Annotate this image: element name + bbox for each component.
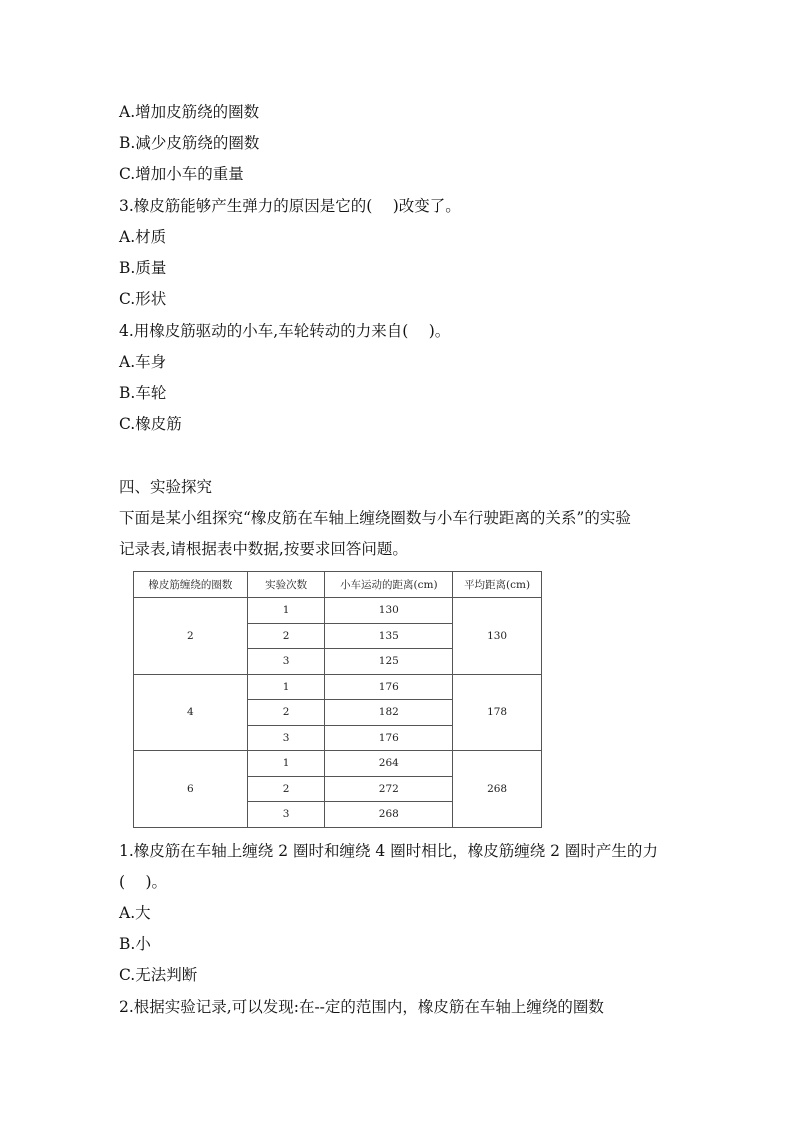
cell-trial: 1 [247, 598, 325, 624]
s4-question-1-stem-line-2: ( )。 [119, 873, 168, 891]
cell-trial: 3 [247, 725, 325, 751]
s4-question-1-stem-line-1: 1.橡皮筋在车轴上缠绕 2 圈时和缠绕 4 圈时相比，橡皮筋缠绕 2 圈时产生的力 [119, 842, 658, 860]
table-row [134, 674, 542, 700]
question-3-option-a: A.材质 [119, 228, 167, 246]
cell-distance: 176 [325, 674, 453, 700]
cell-trial: 3 [247, 649, 325, 675]
header-turns: 橡皮筋缠绕的圈数 [134, 572, 248, 598]
cell-distance: 264 [325, 751, 453, 777]
option-c-increase-weight: C.增加小车的重量 [119, 165, 244, 183]
cell-turns: 6 [134, 751, 248, 828]
cell-trial: 2 [247, 776, 325, 802]
header-trial: 实验次数 [247, 572, 325, 598]
section-intro-line-1: 下面是某小组探究“橡皮筋在车轴上缠绕圈数与小车行驶距离的关系”的实验 [119, 509, 631, 527]
cell-distance: 272 [325, 776, 453, 802]
experiment-record-table [133, 571, 542, 828]
cell-distance: 130 [325, 598, 453, 624]
section-heading: 四、实验探究 [119, 478, 213, 496]
s4-question-1-option-b: B.小 [119, 935, 151, 953]
cell-trial: 1 [247, 674, 325, 700]
cell-distance: 182 [325, 700, 453, 726]
cell-trial: 1 [247, 751, 325, 777]
question-4-stem: 4.用橡皮筋驱动的小车,车轮转动的力来自( )。 [119, 322, 451, 340]
header-distance: 小车运动的距离(cm) [325, 572, 453, 598]
s4-question-1-option-a: A.大 [119, 904, 151, 922]
option-b-decrease-turns: B.减少皮筋绕的圈数 [119, 134, 260, 152]
table-row [134, 751, 542, 777]
cell-trial: 3 [247, 802, 325, 828]
cell-trial: 2 [247, 700, 325, 726]
question-4-option-a: A.车身 [119, 353, 167, 371]
option-a-increase-turns: A.增加皮筋绕的圈数 [119, 103, 260, 121]
cell-average: 268 [453, 751, 542, 828]
table-header-row [134, 572, 542, 598]
cell-average: 178 [453, 674, 542, 751]
question-3-option-c: C.形状 [119, 290, 167, 308]
cell-distance: 125 [325, 649, 453, 675]
question-3-stem: 3.橡皮筋能够产生弹力的原因是它的( )改变了。 [119, 197, 461, 215]
question-3-option-b: B.质量 [119, 259, 167, 277]
cell-distance: 268 [325, 802, 453, 828]
section-intro-line-2: 记录表,请根据表中数据,按要求回答问题。 [119, 540, 408, 558]
cell-distance: 135 [325, 623, 453, 649]
table-row [134, 598, 542, 624]
s4-question-2-stem-line-1: 2.根据实验记录,可以发现:在--定的范围内，橡皮筋在车轴上缠绕的圈数 [119, 998, 604, 1016]
question-4-option-c: C.橡皮筋 [119, 415, 182, 433]
cell-turns: 2 [134, 598, 248, 675]
cell-trial: 2 [247, 623, 325, 649]
cell-turns: 4 [134, 674, 248, 751]
header-average: 平均距离(cm) [453, 572, 542, 598]
s4-question-1-option-c: C.无法判断 [119, 966, 198, 984]
question-4-option-b: B.车轮 [119, 384, 167, 402]
cell-distance: 176 [325, 725, 453, 751]
cell-average: 130 [453, 598, 542, 675]
